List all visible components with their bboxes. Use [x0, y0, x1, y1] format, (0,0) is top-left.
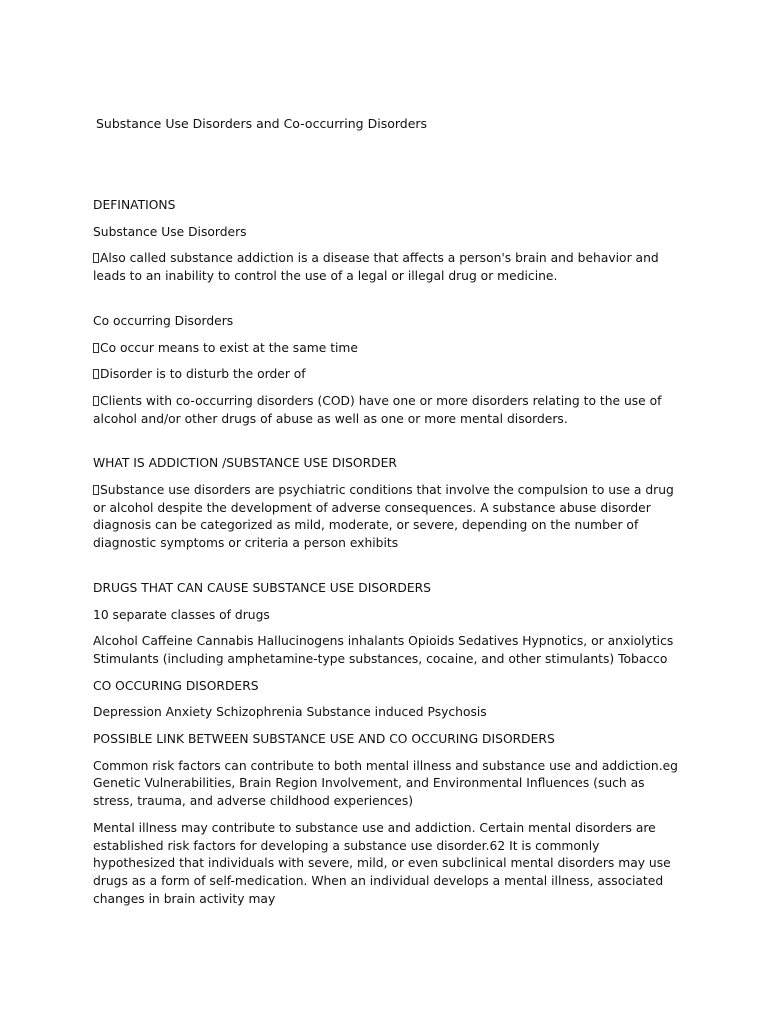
heading-what-is-addiction: WHAT IS ADDICTION /SUBSTANCE USE DISORDER	[93, 456, 397, 471]
subheading-co-occurring-disorders: Co occurring Disorders	[93, 313, 234, 328]
bullet-paragraph	[93, 393, 683, 428]
bullet-paragraph	[93, 340, 683, 358]
bullet-paragraph	[93, 366, 683, 384]
missing-glyph-icon	[93, 396, 99, 406]
paragraph-text: 10 separate classes of drugs	[93, 607, 270, 622]
heading-drugs: DRUGS THAT CAN CAUSE SUBSTANCE USE DISORDERS	[93, 580, 431, 595]
heading-possible-link: POSSIBLE LINK BETWEEN SUBSTANCE USE AND CO OCCURING DISORDERS	[93, 732, 555, 747]
paragraph-text: Disorder is to disturb the order of	[100, 367, 306, 382]
subheading-substance-use-disorders: Substance Use Disorders	[93, 224, 247, 239]
paragraph-gap	[93, 295, 683, 313]
paragraph-gap	[93, 562, 683, 580]
bullet-paragraph	[93, 482, 683, 553]
heading-definitions: DEFINATIONS	[93, 198, 176, 212]
paragraph-text: Clients with co-occurring disorders (COD) have one or more disorders relating to the use of alcohol and/or other drugs of abuse as well as one or more mental disorders.	[93, 393, 662, 426]
paragraph-gap	[93, 437, 683, 455]
paragraph-text: Depression Anxiety Schizophrenia Substance induced Psychosis	[93, 705, 487, 720]
missing-glyph-icon	[93, 343, 99, 353]
paragraph-text: Common risk factors can contribute to both mental illness and substance use and addiction.eg Genetic Vulnerabilities, Brain Region Involvement, and Environmental Influences (such as stress, trauma, and adverse childhood experiences)	[93, 758, 678, 809]
missing-glyph-icon	[93, 253, 99, 263]
bullet-paragraph	[93, 250, 683, 285]
missing-glyph-icon	[93, 369, 99, 379]
paragraph-text: Substance use disorders are psychiatric conditions that involve the compulsion to use a drug or alcohol despite the development of adverse consequences. A substance abuse disorder diagnosis can be categorized as mild, moderate, or severe, depending on the number of diagnostic symptoms or criteria a person exhibits	[93, 483, 674, 551]
document-title: Substance Use Disorders and Co-occurring Disorders	[96, 116, 428, 131]
paragraph-text: Alcohol Caffeine Cannabis Hallucinogens inhalants Opioids Sedatives Hypnotics, or anxiolytics Stimulants (including amphetamine-type substances, cocaine, and other stimulants) Tobacco	[93, 634, 674, 666]
heading-co-occurring: CO OCCURING DISORDERS	[93, 678, 259, 693]
paragraph-text: Mental illness may contribute to substance use and addiction. Certain mental disorders are established risk factors for developing a substance use disorder.62 It is commonly hypothesized that individuals with severe, mild, or even subclinical mental disorders may use drugs as a form of self-medication. When an individual develops a mental illness, associated changes in brain activity may	[93, 820, 671, 906]
paragraph-text: Also called substance addiction is a disease that affects a person's brain and behavior and leads to an inability to control the use of a legal or illegal drug or medicine.	[93, 251, 659, 284]
missing-glyph-icon	[93, 485, 99, 495]
document-body	[93, 115, 683, 917]
paragraph-text: Co occur means to exist at the same time	[100, 340, 358, 355]
